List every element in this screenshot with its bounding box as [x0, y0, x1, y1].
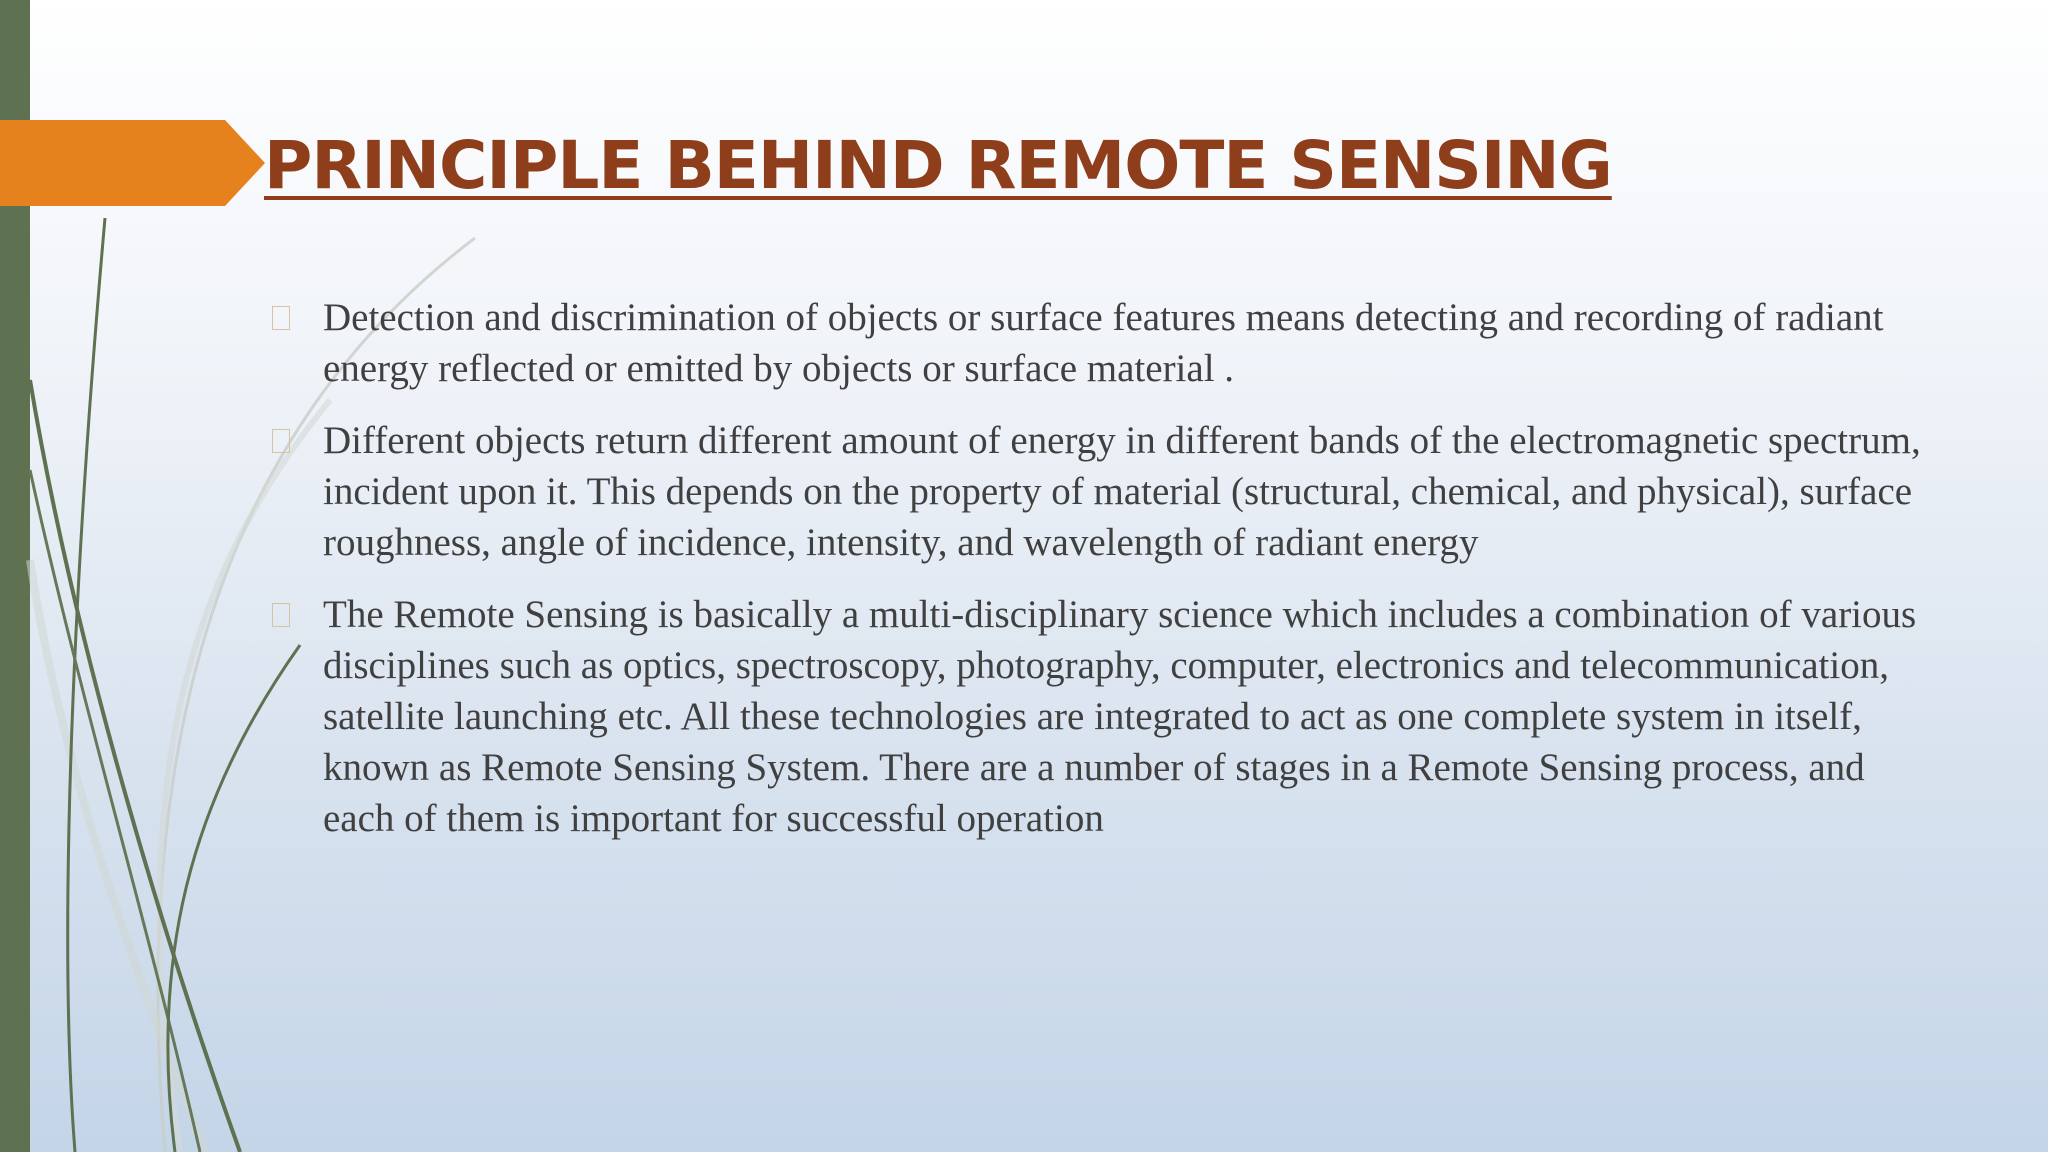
- bullet-marker-icon: [272, 603, 290, 627]
- bullet-marker-icon: [272, 306, 290, 330]
- bullet-text: The Remote Sensing is basically a multi-disciplinary science which includes a combination of various disciplines such as optics, spectroscopy, photography, computer, electronics and telecommunication, satellite launching etc. All these technologies are integrated to act as one complete system in itself, known as Remote Sensing System. There are a number of stages in a Remote Sensing process, and each of them is important for successful operation: [323, 593, 1917, 840]
- bullet-item: [270, 589, 1930, 844]
- bullet-list: [270, 292, 1930, 865]
- title-arrow-marker: [0, 120, 270, 206]
- bullet-marker-icon: [272, 429, 290, 453]
- bullet-item: [270, 292, 1930, 394]
- slide-title: PRINCIPLE BEHIND REMOTE SENSING: [264, 127, 1612, 204]
- bullet-text: Detection and discrimination of objects or surface features means detecting and recording of radiant energy reflected or emitted by objects or surface material .: [323, 296, 1884, 390]
- bullet-text: Different objects return different amount of energy in different bands of the electromagnetic spectrum, incident upon it. This depends on the property of material (structural, chemical, and physical), surface roughness, angle of incidence, intensity, and wavelength of radiant energy: [323, 419, 1921, 564]
- bullet-item: [270, 415, 1930, 568]
